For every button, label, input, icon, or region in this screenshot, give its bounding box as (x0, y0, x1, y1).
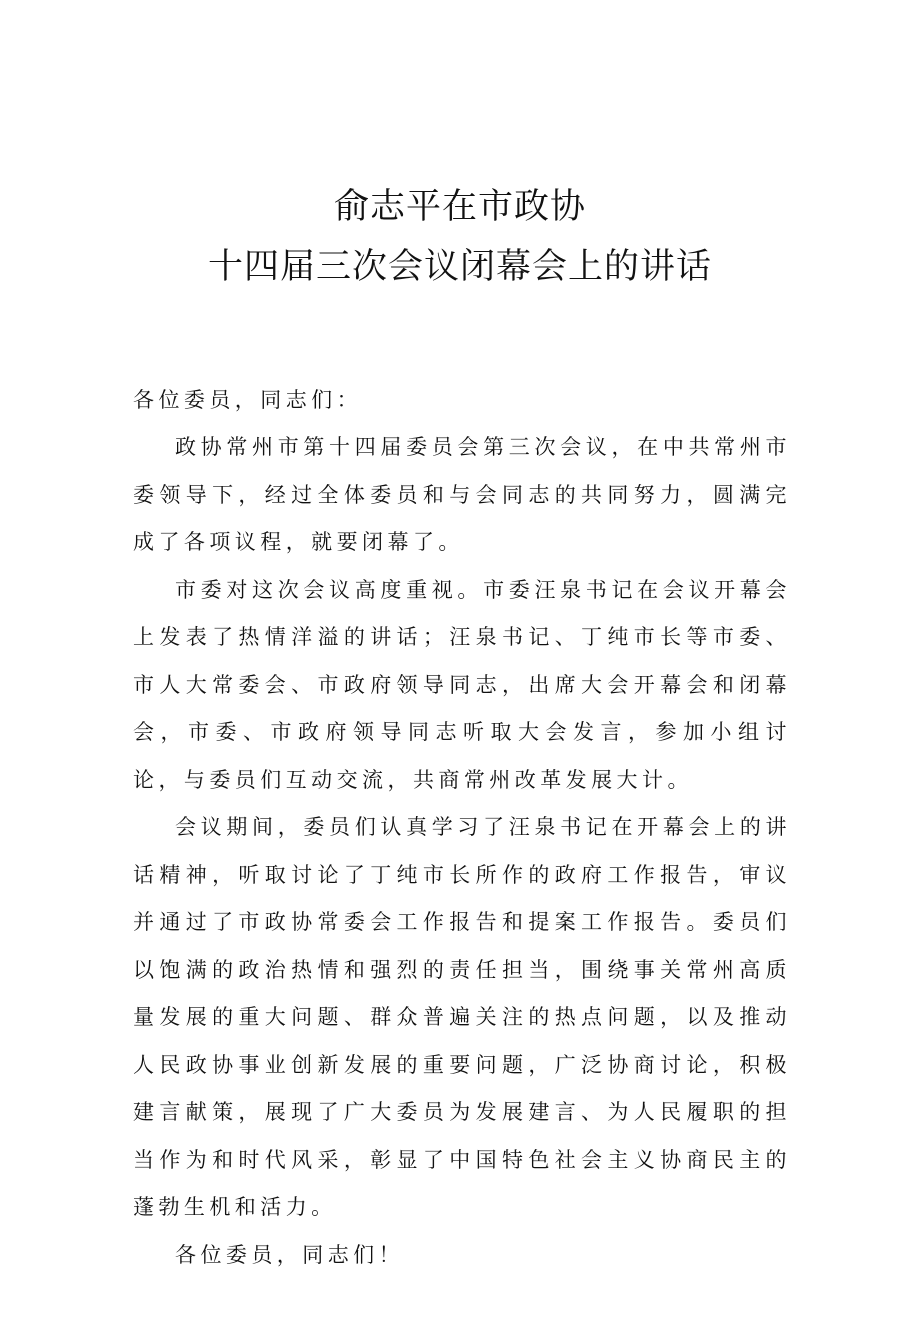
paragraph-1: 政协常州市第十四届委员会第三次会议，在中共常州市委领导下，经过全体委员和与会同志的共同努力，圆满完成了各项议程，就要闭幕了。 (133, 435, 791, 554)
title-line-1: 俞志平在市政协 (333, 187, 586, 227)
title-line-2: 十四届三次会议闭幕会上的讲话 (207, 247, 712, 287)
speech-body (133, 424, 791, 1279)
paragraph-2: 市委对这次会议高度重视。市委汪泉书记在会议开幕会上发表了热情洋溢的讲话；汪泉书记、丁纯市长等市委、市人大常委会、市政府领导同志，出席大会开幕会和闭幕会，市委、市政府领导同志听取大会发言，参加小组讨论，与委员们互动交流，共商常州改革发展大计。 (133, 577, 791, 792)
paragraph-4: 各位委员，同志们！ (175, 1242, 405, 1267)
paragraph-3: 会议期间，委员们认真学习了汪泉书记在开幕会上的讲话精神，听取讨论了丁纯市长所作的政府工作报告，审议并通过了市政协常委会工作报告和提案工作报告。委员们以饱满的政治热情和强烈的责任担当，围绕事关常州高质量发展的重大问题、群众普遍关注的热点问题，以及推动人民政协事业创新发展的重要问题，广泛协商讨论，积极建言献策，展现了广大委员为发展建言、为人民履职的担当作为和时代风采，彰显了中国特色社会主义协商民主的蓬勃生机和活力。 (133, 815, 791, 1219)
salutation: 各位委员，同志们： (133, 388, 363, 412)
